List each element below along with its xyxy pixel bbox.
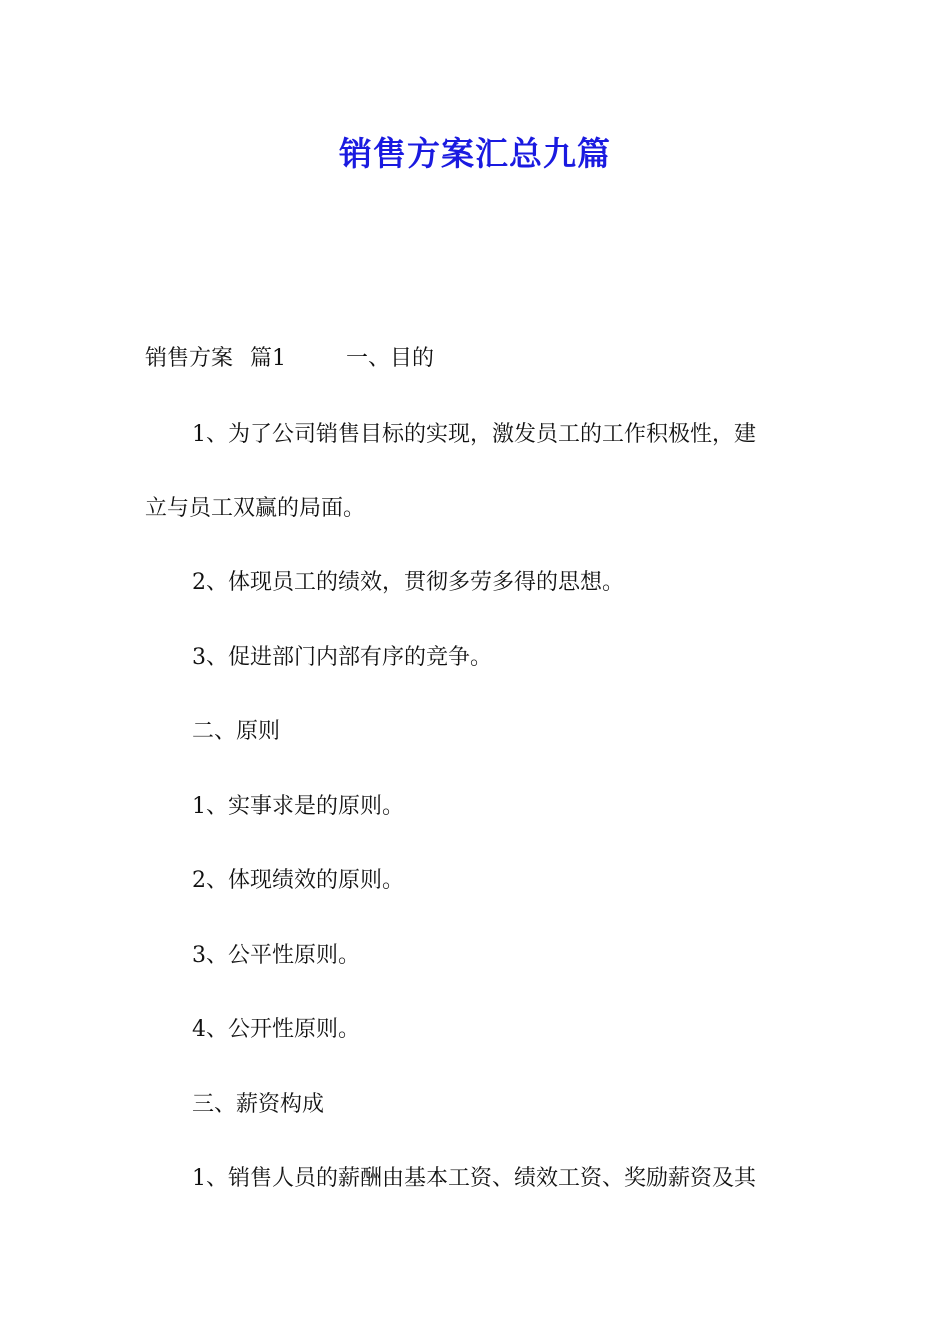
article-heading-number: 篇1 [250,346,287,371]
paragraph: 1、为了公司销售目标的实现，激发员工的工作积极性，建 [192,422,756,447]
section-title: 一、目的 [346,346,435,371]
paragraph: 2、体现绩效的原则。 [192,868,404,893]
paragraph: 4、公开性原则。 [192,1017,360,1042]
paragraph: 3、公平性原则。 [192,943,360,968]
paragraph: 2、体现员工的绩效，贯彻多劳多得的思想。 [192,570,624,595]
article-heading-label: 销售方案 [145,346,234,371]
paragraph: 1、销售人员的薪酬由基本工资、绩效工资、奖励薪资及其 [192,1166,756,1191]
section-title: 三、薪资构成 [192,1092,325,1117]
paragraph: 3、促进部门内部有序的竞争。 [192,645,492,670]
paragraph: 立与员工双赢的局面。 [145,496,366,521]
section-title: 二、原则 [192,719,281,744]
document-title: 销售方案汇总九篇 [339,134,611,173]
paragraph: 1、实事求是的原则。 [192,794,404,819]
article-heading-line [145,344,815,374]
